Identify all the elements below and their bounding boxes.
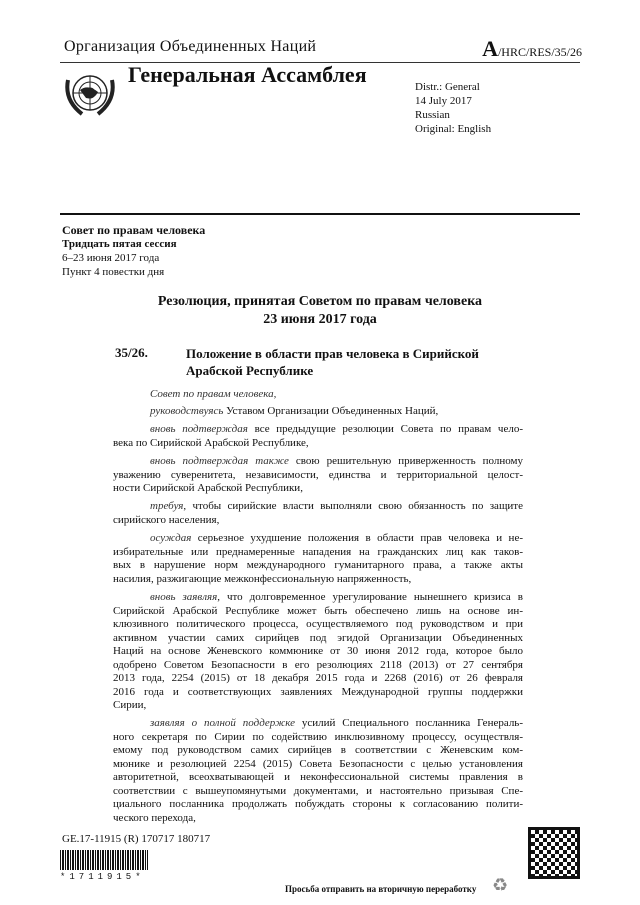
- session-dates: 6–23 июня 2017 года: [62, 252, 160, 264]
- agenda-item: Пункт 4 повестки дня: [62, 266, 165, 278]
- paragraph-line: [113, 717, 523, 731]
- section-rule: [60, 213, 580, 215]
- symbol-prefix: A: [482, 36, 498, 61]
- document-symbol: [482, 36, 582, 62]
- resolution-subject: [186, 345, 516, 379]
- paragraph-line: вых в нарушение норм международного гуманитарного права, а также акты: [113, 559, 523, 571]
- recycle-icon: ♻: [492, 875, 509, 895]
- resolution-title-line2: 23 июня 2017 года: [263, 312, 377, 327]
- paragraph-line: [113, 500, 523, 514]
- paragraph-line: ности Сирийской Арабской Республики,: [113, 482, 303, 494]
- symbol-rest: /HRC/RES/35/26: [497, 45, 582, 59]
- date-line: 14 July 2017: [415, 95, 472, 107]
- un-emblem-icon: [62, 68, 118, 120]
- paragraph-line: 2016 года и соответствующих заявлениях Международной группы поддержки: [113, 685, 523, 698]
- paragraph-line: [113, 423, 523, 437]
- paragraph-line: Сирии,: [113, 699, 147, 711]
- preamble-paragraph: [113, 405, 523, 419]
- paragraph-line: века по Сирийской Арабской Республике,: [113, 436, 309, 449]
- paragraph-line: 2013 года, 2254 (2015) от 18 декабря 2015 года и 2268 (2016) от 26 февраля: [113, 672, 523, 684]
- paragraph-line: насилия, разжигающие межконфессиональную напряженность,: [113, 572, 412, 585]
- organization-name: Организация Объединенных Наций: [64, 38, 317, 55]
- language-line: Russian: [415, 109, 450, 121]
- line-text: Уставом Организации Объединенных Наций,: [223, 405, 439, 417]
- barcode-number: *1711915*: [60, 872, 145, 882]
- preamble-paragraph: [113, 423, 523, 450]
- paragraph-lead: требуя: [150, 500, 184, 512]
- paragraph-line: ческого перехода,: [113, 811, 196, 824]
- line-text: усилий Специального посланника Генераль-: [295, 717, 523, 729]
- line-text: серьезное ухудшение положения в области прав человека и не-: [191, 532, 523, 544]
- line-text: свою решительную приверженность полному: [288, 455, 523, 467]
- preamble-paragraph: [113, 388, 523, 402]
- paragraph-line: [113, 455, 523, 469]
- resolution-title: [60, 293, 580, 329]
- paragraph-lead: вновь заявляя: [150, 591, 218, 603]
- paragraph-lead: осуждая: [150, 532, 192, 544]
- paragraph-line: Наций на основе Женевского коммюнике от 30 июня 2012 года, которое было: [113, 645, 523, 657]
- paragraph-line: [113, 532, 523, 546]
- paragraph-line: емому под руководством самих сирийцев в соответствии с Женевским ком-: [113, 744, 523, 756]
- body-title: Генеральная Ассамблея: [128, 62, 367, 87]
- paragraph-lead: вновь подтверждая также: [150, 455, 289, 467]
- line-text: все предыдущие резолюции Совета по правам чело-: [247, 423, 523, 435]
- preamble-paragraph: [113, 500, 523, 527]
- paragraph-line: уважению суверенитета, независимости, единства и территориальной целост-: [113, 468, 523, 481]
- paragraph-line: [113, 388, 523, 402]
- paragraph-lead: вновь подтверждая: [150, 423, 248, 435]
- paragraph-lead: заявляя о полной поддержке: [150, 717, 296, 729]
- paragraph-line: ного секретаря по Сирии по содействию инклюзивному процессу, осуществля-: [113, 730, 523, 743]
- paragraph-line: активном участии самих сирийцев под эгидой Организации Объединенных: [113, 631, 523, 644]
- document-number: GE.17-11915 (R) 170717 180717: [62, 833, 211, 845]
- paragraph-line: избирательные или преднамеренные нападения на гражданских лиц как таков-: [113, 545, 523, 558]
- paragraph-line: одобрено Советом Безопасности в его резолюциях 2118 (2013) от 27 сентября: [113, 658, 523, 671]
- preamble-paragraph: [113, 591, 523, 713]
- paragraph-line: соответствии с вышеупомянутыми документами, и настоятельно призывая Спе-: [113, 784, 523, 797]
- resolution-title-line1: Резолюция, принятая Советом по правам человека: [157, 294, 483, 309]
- paragraph-lead: Совет по правам человека,: [150, 388, 277, 400]
- subject-line1: Положение в области прав человека в Сирийской: [186, 346, 479, 361]
- recycle-note: Просьба отправить на вторичную переработку: [285, 884, 477, 894]
- distr-line: Distr.: General: [415, 81, 480, 93]
- paragraph-lead: руководствуясь: [150, 405, 224, 417]
- line-text: , чтобы сирийские власти выполняли свою обязанность по защите: [183, 500, 523, 512]
- qr-code: [528, 827, 580, 879]
- preamble-paragraph: [113, 717, 523, 825]
- paragraph-line: [113, 591, 523, 605]
- paragraph-line: авторитетной, всеохватывающей и неконфессиональной системы правления в: [113, 771, 523, 783]
- paragraph-line: сирийского населения,: [113, 513, 220, 526]
- preamble-paragraph: [113, 455, 523, 496]
- paragraph-line: [113, 405, 523, 419]
- resolution-number: 35/26.: [115, 345, 148, 360]
- line-text: , что долговременное урегулирование нынешнего кризиса в: [217, 591, 523, 603]
- council-block: [62, 223, 205, 279]
- paragraph-line: клюзивного политического процесса, осуществляемого под руководством и при: [113, 618, 523, 630]
- paragraph-line: циального посланника продолжать побуждать стороны к согласованию полити-: [113, 798, 523, 810]
- distribution-info: [415, 80, 491, 136]
- barcode: [60, 850, 148, 870]
- paragraph-line: мюнике и резолюцией 2254 (2015) Совета Безопасности с целью установления: [113, 757, 523, 770]
- council-name: Совет по правам человека: [62, 223, 206, 237]
- original-line: Original: English: [415, 123, 492, 135]
- preamble-paragraph: [113, 532, 523, 586]
- subject-line2: Арабской Республике: [186, 363, 314, 378]
- session: Тридцать пятая сессия: [62, 238, 177, 250]
- paragraph-line: Сирийской Арабской Республике может быть обеспечено лишь на основе ин-: [113, 604, 523, 617]
